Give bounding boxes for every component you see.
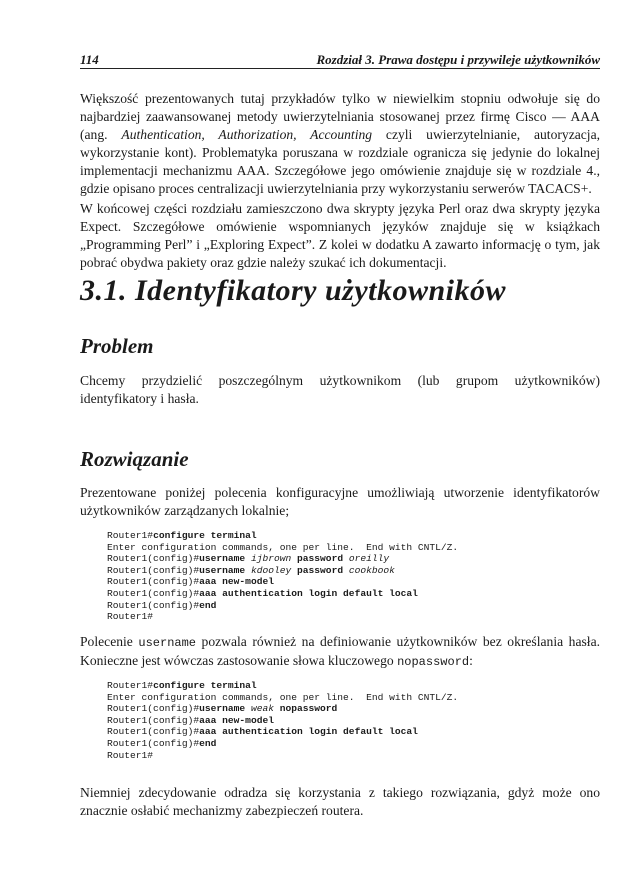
code-line (107, 726, 458, 738)
text-run: configure terminal (153, 530, 257, 541)
text-run: Router1(config)# (107, 703, 200, 715)
text-run: end (199, 599, 217, 611)
code-listing-1 (107, 530, 458, 623)
code-line (107, 692, 458, 704)
text-run: : (469, 653, 473, 668)
text-run: Router1(config)# (107, 599, 200, 611)
solution-paragraph (80, 484, 600, 520)
scripts-paragraph (80, 200, 600, 272)
text-run: Router1# (107, 530, 154, 541)
code-listing-2 (107, 680, 458, 761)
inline-code: username (138, 636, 196, 650)
text-run: Router1(config)# (107, 564, 200, 576)
text-run: Polecenie (80, 634, 139, 649)
chapter-title: Rozdział 3. Prawa dostępu i przywileje użytkowników (316, 52, 600, 67)
text-run: nopassword (273, 703, 338, 715)
text-run: oreilly (348, 553, 390, 565)
section-title: 3.1. Identyfikatory użytkowników (80, 274, 507, 307)
text-run: password (291, 553, 349, 565)
code-line (107, 715, 458, 727)
text-run: Większość prezentowanych tutaj przykładów tylko w niewielkim stopniu odwołuje się do najbardziej zaawansowanej metody uwierzytelniania stosowanej przez firmę Cisco — AAA (ang. (80, 91, 600, 142)
text-run: kdooley (250, 564, 292, 576)
text-run: aaa authentication login default local (199, 726, 418, 738)
text-run: Enter configuration commands, one per line. End with CNTL/Z. (107, 691, 459, 703)
code-line (107, 576, 458, 588)
text-run: Router1# (107, 749, 154, 761)
text-run: Router1(config)# (107, 726, 200, 738)
text-run: username (199, 553, 251, 565)
text-run: W końcowej części rozdziału zamieszczono dwa skrypty języka Perl oraz dwa skrypty języka Expect. Szczegółowe omówienie wspomnianych języków znajduje się w książkach „Programming Perl” i „Exploring Expect”. Z kolei w dodatku A zawarto informację o tym, jak pobrać obydwa pakiety oraz gdzie należy szukać ich dokumentacji. (80, 201, 600, 270)
text-run: Router1(config)# (107, 576, 200, 588)
text-run: aaa authentication login default local (199, 587, 418, 599)
text-run: Router1(config)# (107, 737, 200, 749)
code-line (107, 588, 458, 600)
text-run: czyli uwierzytelnianie, autoryzacja, wykorzystanie kont). Problematyka poruszana w rozdziale ogranicza się jedynie do lokalnej implementacji mechanizmu AAA. Szczegółowe jego omówienie znajduje się w rozdziale 4., gdzie opisano proces centralizacji uwierzytelniania przy wykorzystaniu serwerów TACACS+. (80, 127, 600, 196)
page-number: 114 (80, 52, 99, 67)
text-run: aaa new-model (199, 714, 274, 726)
text-run: Authentication, Authorization, Accounting (121, 127, 373, 142)
inline-code: nopassword (397, 655, 470, 669)
text-run: Router1(config)# (107, 553, 200, 565)
text-run: Chcemy przydzielić poszczególnym użytkownikom (lub grupom użytkowników) identyfikatory i hasła. (80, 373, 600, 406)
code-line (107, 680, 458, 692)
text-run: Niemniej zdecydowanie odradza się korzystania z takiego rozwiązania, gdyż może ono znacznie osłabić mechanizmy zabezpieczeń routera. (80, 785, 600, 818)
text-run: username (199, 703, 251, 715)
code-line (107, 611, 458, 623)
text-run: ijbrown (250, 553, 292, 565)
text-run: Router1(config)# (107, 587, 200, 599)
text-run: password (291, 564, 349, 576)
text-run: end (199, 737, 217, 749)
code-line (107, 530, 458, 542)
text-run: Enter configuration commands, one per line. End with CNTL/Z. (107, 541, 459, 553)
code-line (107, 565, 458, 577)
code-line (107, 750, 458, 762)
text-run: Router1# (107, 680, 154, 691)
running-header (80, 52, 600, 69)
text-run: Prezentowane poniżej polecenia konfiguracyjne umożliwiają utworzenie identyfikatorów użytkowników zarządzanych lokalnie; (80, 485, 600, 518)
text-run: Router1(config)# (107, 714, 200, 726)
code-line (107, 703, 458, 715)
code-line (107, 553, 458, 565)
text-run: aaa new-model (199, 576, 274, 588)
code-line (107, 738, 458, 750)
solution-heading: Rozwiązanie (80, 447, 189, 471)
intro-paragraph (80, 90, 600, 198)
nopassword-paragraph (80, 633, 600, 671)
text-run: weak (250, 703, 274, 715)
text-run: cookbook (348, 564, 395, 576)
problem-heading: Problem (80, 334, 154, 358)
text-run: username (199, 564, 251, 576)
code-line (107, 600, 458, 612)
text-run: Router1# (107, 611, 154, 623)
text-run: configure terminal (153, 680, 257, 691)
warning-paragraph (80, 784, 600, 820)
code-line (107, 542, 458, 554)
text-run: pozwala również na definiowanie użytkowników bez określania hasła. Konieczne jest wówczas zastosowanie słowa kluczowego (80, 634, 601, 668)
problem-paragraph (80, 372, 600, 408)
